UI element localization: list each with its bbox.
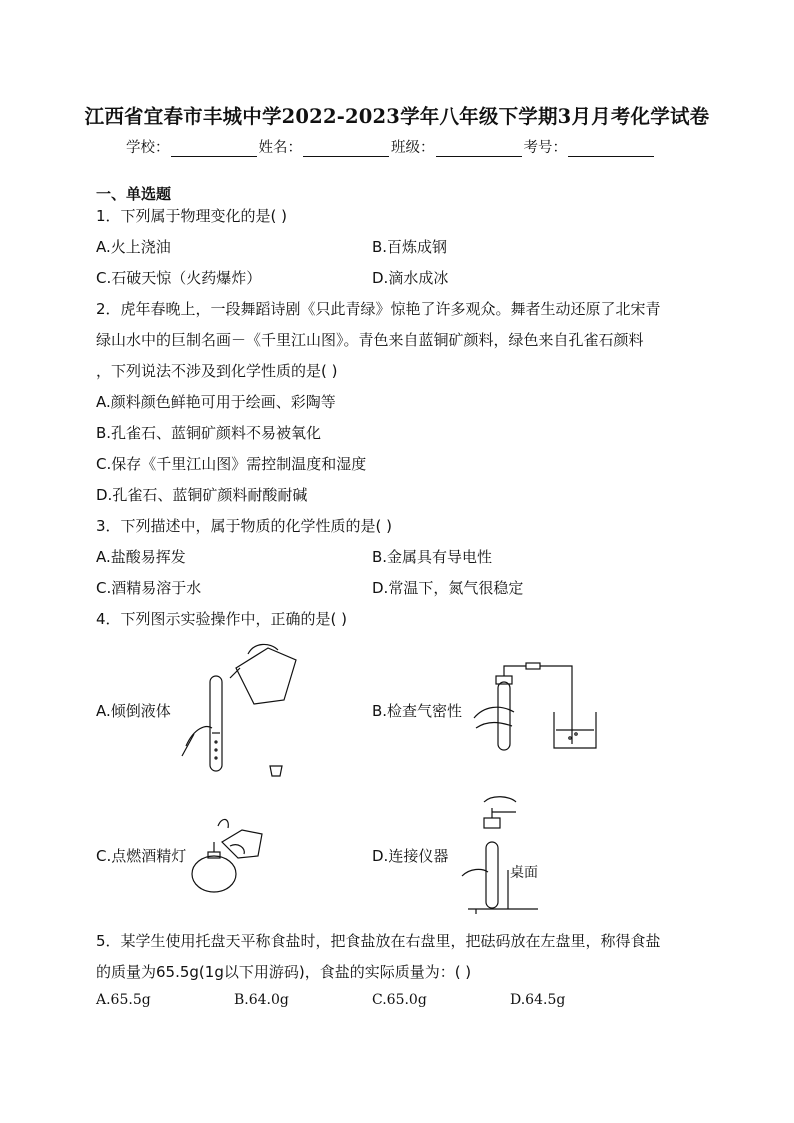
q5-option-b: B.64.0g <box>234 992 289 1008</box>
section-heading: 一、单选题 <box>96 185 172 203</box>
q4-option-b: B.检查气密性 <box>372 702 463 720</box>
desk-label: 桌面 <box>510 865 538 881</box>
airtight-check-illustration <box>470 656 610 756</box>
q1-option-d: D.滴水成冰 <box>372 269 449 287</box>
q2-option-c: C.保存《千里江山图》需控制温度和湿度 <box>96 455 367 473</box>
q2-option-d: D.孔雀石、蓝铜矿颜料耐酸耐碱 <box>96 486 308 504</box>
q4-option-d: D.连接仪器 <box>372 847 449 865</box>
q1-option-c: C.石破天惊（火药爆炸） <box>96 269 262 287</box>
student-info-line <box>126 136 686 157</box>
q4-stem: 4．下列图示实验操作中，正确的是( ) <box>96 610 348 628</box>
q2-stem-line3: ，下列说法不涉及到化学性质的是( ) <box>96 362 338 380</box>
school-label: 学校： <box>126 140 170 156</box>
alcohol-lamp-illustration <box>186 812 276 898</box>
q2-option-a: A.颜料颜色鲜艳可用于绘画、彩陶等 <box>96 393 336 411</box>
q5-option-c: C.65.0g <box>372 992 427 1008</box>
q3-option-a: A.盐酸易挥发 <box>96 548 186 566</box>
q2-option-b: B.孔雀石、蓝铜矿颜料不易被氧化 <box>96 424 322 442</box>
q3-option-d: D.常温下，氮气很稳定 <box>372 579 524 597</box>
q3-option-b: B.金属具有导电性 <box>372 548 493 566</box>
q5-option-d: D.64.5g <box>510 992 566 1008</box>
name-blank[interactable] <box>303 141 389 157</box>
q5-stem-line1: 5．某学生使用托盘天平称食盐时，把食盐放在右盘里，把砝码放在左盘里，称得食盐 <box>96 932 661 950</box>
q2-stem-line1: 2．虎年春晚上，一段舞蹈诗剧《只此青绿》惊艳了许多观众。舞者生动还原了北宋青 <box>96 300 661 318</box>
q2-stem-line2: 绿山水中的巨制名画－《千里江山图》。青色来自蓝铜矿颜料，绿色来自孔雀石颜料 <box>96 331 644 349</box>
q1-option-b: B.百炼成钢 <box>372 238 448 256</box>
q5-option-a: A.65.5g <box>96 992 151 1008</box>
q1-option-a: A.火上浇油 <box>96 238 171 256</box>
q3-option-c: C.酒精易溶于水 <box>96 579 202 597</box>
number-label: 考号： <box>523 140 567 156</box>
q1-stem: 1．下列属于物理变化的是( ) <box>96 207 288 225</box>
exam-title: 江西省宜春市丰城中学2022-2023学年八年级下学期3月月考化学试卷 <box>84 105 710 128</box>
class-blank[interactable] <box>436 141 522 157</box>
class-label: 班级： <box>391 140 435 156</box>
q5-stem-line2: 的质量为65.5g(1g以下用游码)，食盐的实际质量为：( ) <box>96 963 472 981</box>
number-blank[interactable] <box>568 141 654 157</box>
school-blank[interactable] <box>171 141 257 157</box>
pour-liquid-illustration <box>178 638 308 778</box>
connect-apparatus-illustration <box>456 790 546 916</box>
q3-stem: 3．下列描述中，属于物质的化学性质的是( ) <box>96 517 393 535</box>
name-label: 姓名： <box>258 140 302 156</box>
q4-option-a: A.倾倒液体 <box>96 702 171 720</box>
q4-option-c: C.点燃酒精灯 <box>96 847 187 865</box>
